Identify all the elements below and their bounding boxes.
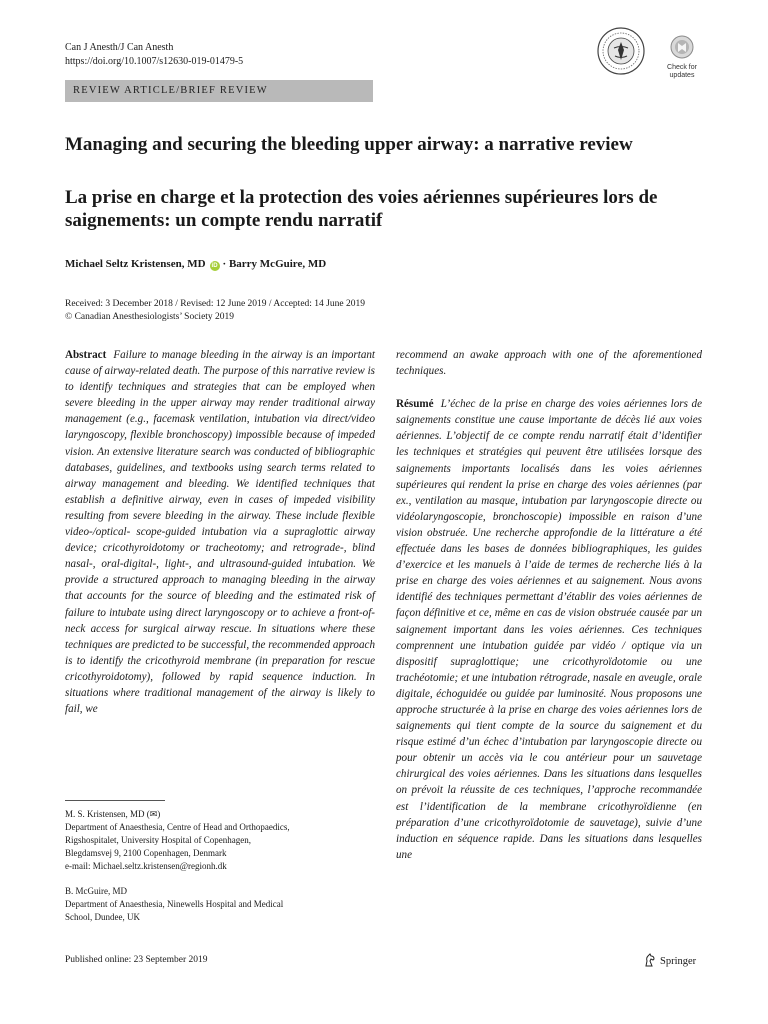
affil-line: Blegdamsvej 9, 2100 Copenhagen, Denmark bbox=[65, 848, 227, 858]
article-type-banner: REVIEW ARTICLE/BRIEF REVIEW bbox=[65, 80, 373, 102]
title-english: Managing and securing the bleeding upper airway: a narrative review bbox=[65, 134, 633, 155]
affiliation-mcguire bbox=[65, 885, 375, 924]
journal-header bbox=[65, 41, 243, 69]
abstract-continuation: recommend an awake approach with one of the aforementioned techniques. bbox=[396, 349, 702, 378]
springer-logo bbox=[643, 953, 696, 969]
author-list bbox=[65, 257, 326, 271]
resume-heading: Résumé bbox=[396, 398, 434, 411]
affil-line: Rigshospitalet, University Hospital of Copenhagen, bbox=[65, 835, 251, 845]
abstract-column bbox=[65, 347, 375, 717]
springer-horse-icon bbox=[643, 953, 657, 967]
email-link[interactable]: e-mail: Michael.seltz.kristensen@regionh.dk bbox=[65, 861, 227, 871]
received-revised-accepted: Received: 3 December 2018 / Revised: 12 June 2019 / Accepted: 14 June 2019 bbox=[65, 299, 365, 309]
crossmark-icon bbox=[670, 35, 694, 59]
abstract-paragraph bbox=[65, 347, 375, 717]
crossmark-label-1: Check for bbox=[667, 64, 697, 71]
society-seal-icon bbox=[596, 26, 646, 76]
title-french: La prise en charge et la protection des voies aériennes supérieures lors de saignements: un compte rendu narratif bbox=[65, 187, 658, 231]
affil-line: Department of Anaesthesia, Centre of Head and Orthopaedics, bbox=[65, 822, 290, 832]
footnote-divider bbox=[65, 800, 165, 801]
author-mcguire[interactable]: Barry McGuire, MD bbox=[228, 258, 327, 270]
affil-line: Department of Anaesthesia, Ninewells Hospital and Medical bbox=[65, 899, 284, 909]
author-separator: · bbox=[222, 258, 227, 270]
abstract-text: Failure to manage bleeding in the airway is an important cause of airway-related death. The purpose of this narrative review is to identify techniques and strategies that can be employed when severe bleeding in the upper airway may render traditional airway management (e.g., facemask ventilation, intubation via direct/video laryngoscopy, flexible bronchoscopy) impossible because of impeded vision. An extensive literature search was conducted of bibliographic databases, guidelines, and textbooks using search terms related to airway management and bleeding. We identified techniques that establish a definitive airway, even in cases of impeded visibility resulting from severe bleeding in the airway. These include flexible video-/optical- scope-guided intubation via a supraglottic airway device; cricothyroidotomy or tracheotomy; and retrograde-, blind nasal-, oral-digital-, light-, and ultrasound-guided intubation. We provide a structured approach to managing bleeding in the airway that accounts for the source of bleeding and the estimated risk of failure to intubate using direct laryngoscopy or to achieve a front-of-neck access for surgical airway rescue. In situations where these techniques are predicted to be successful, the recommended approach is to identify the cricothyroid membrane (in preparation for rescue cricothyroidotomy), followed by rapid sequence induction. In situations where traditional management of the airway is likely to fail, we bbox=[65, 349, 375, 716]
abstract-heading: Abstract bbox=[65, 349, 107, 361]
resume-paragraph bbox=[396, 396, 702, 863]
affil-line: School, Dundee, UK bbox=[65, 912, 140, 922]
affil-author-line: M. S. Kristensen, MD (✉) bbox=[65, 809, 161, 819]
publisher-name: Springer bbox=[660, 956, 697, 967]
doi-link[interactable]: https://doi.org/10.1007/s12630-019-01479-5 bbox=[65, 56, 244, 67]
article-history bbox=[65, 298, 365, 324]
crossmark-label-2: updates bbox=[669, 72, 695, 79]
resume-column bbox=[396, 347, 702, 863]
orcid-icon[interactable]: iD bbox=[211, 263, 218, 269]
author-kristensen[interactable]: Michael Seltz Kristensen, MD bbox=[65, 258, 206, 270]
affil-author-line: B. McGuire, MD bbox=[65, 886, 127, 896]
copyright-line: © Canadian Anesthesiologists’ Society 2019 bbox=[65, 312, 235, 322]
journal-name: Can J Anesth/J Can Anesth bbox=[65, 42, 174, 53]
affiliation-kristensen bbox=[65, 808, 375, 873]
published-online: Published online: 23 September 2019 bbox=[65, 955, 208, 965]
resume-text: L’échec de la prise en charge des voies aériennes lors de saignements constitue une cause importante de décès lié aux voies aériennes. L’objectif de ce compte rendu narratif était d’identifier les techniques et stratégies qui peuvent être utilisées lorsque des saignements importants localisés dans les voies aériennes supérieures qui rendent la prise en charge des voies aériennes (par ex., ventilation au masque, intubation par laryngoscopie directe ou vidéolaryngoscopie, bronchoscopie) impossible en raison d’une vision obstruée. Une recherche approfondie de la littérature a été effectuée dans les bases de données bibliographiques, les guides d’exercice et les manuels à l’aide de termes de recherche liés à la prise en charge des voies aériennes et au saignement. Nous avons identifié des techniques permettant d’établir des voies aériennes de façon définitive et ce, même en cas de vision obstruée causée par un saignement important dans les voies aériennes. Ces techniques comprennent une intubation guidée par vidéo / optique via un dispositif supraglottique; une cricothyroïdotomie ou une trachéotomie; et une intubation rétrograde, nasale en aveugle, orale digitale, échoguidée ou guidée par luminosité. Nous proposons une approche structurée à la prise en charge des voies aériennes lors de saignements qui tient compte de la source du saignement et du risque estimé d’un échec d’intubation par laryngoscopie directe ou pour obtenir un accès via le cou antérieur pour un sauvetage chirurgical des voies aériennes. Dans les situations dans lesquelles on prévoit la réussite de ces techniques, l’approche recommandée est l’identification de la membrane cricothyroïdienne (en préparation d’une cricothyroïdotomie de sauvetage), suivie d’une induction en séquence rapide. Dans les situations dans lesquelles une bbox=[396, 398, 702, 861]
check-for-updates-badge[interactable] bbox=[662, 35, 702, 77]
